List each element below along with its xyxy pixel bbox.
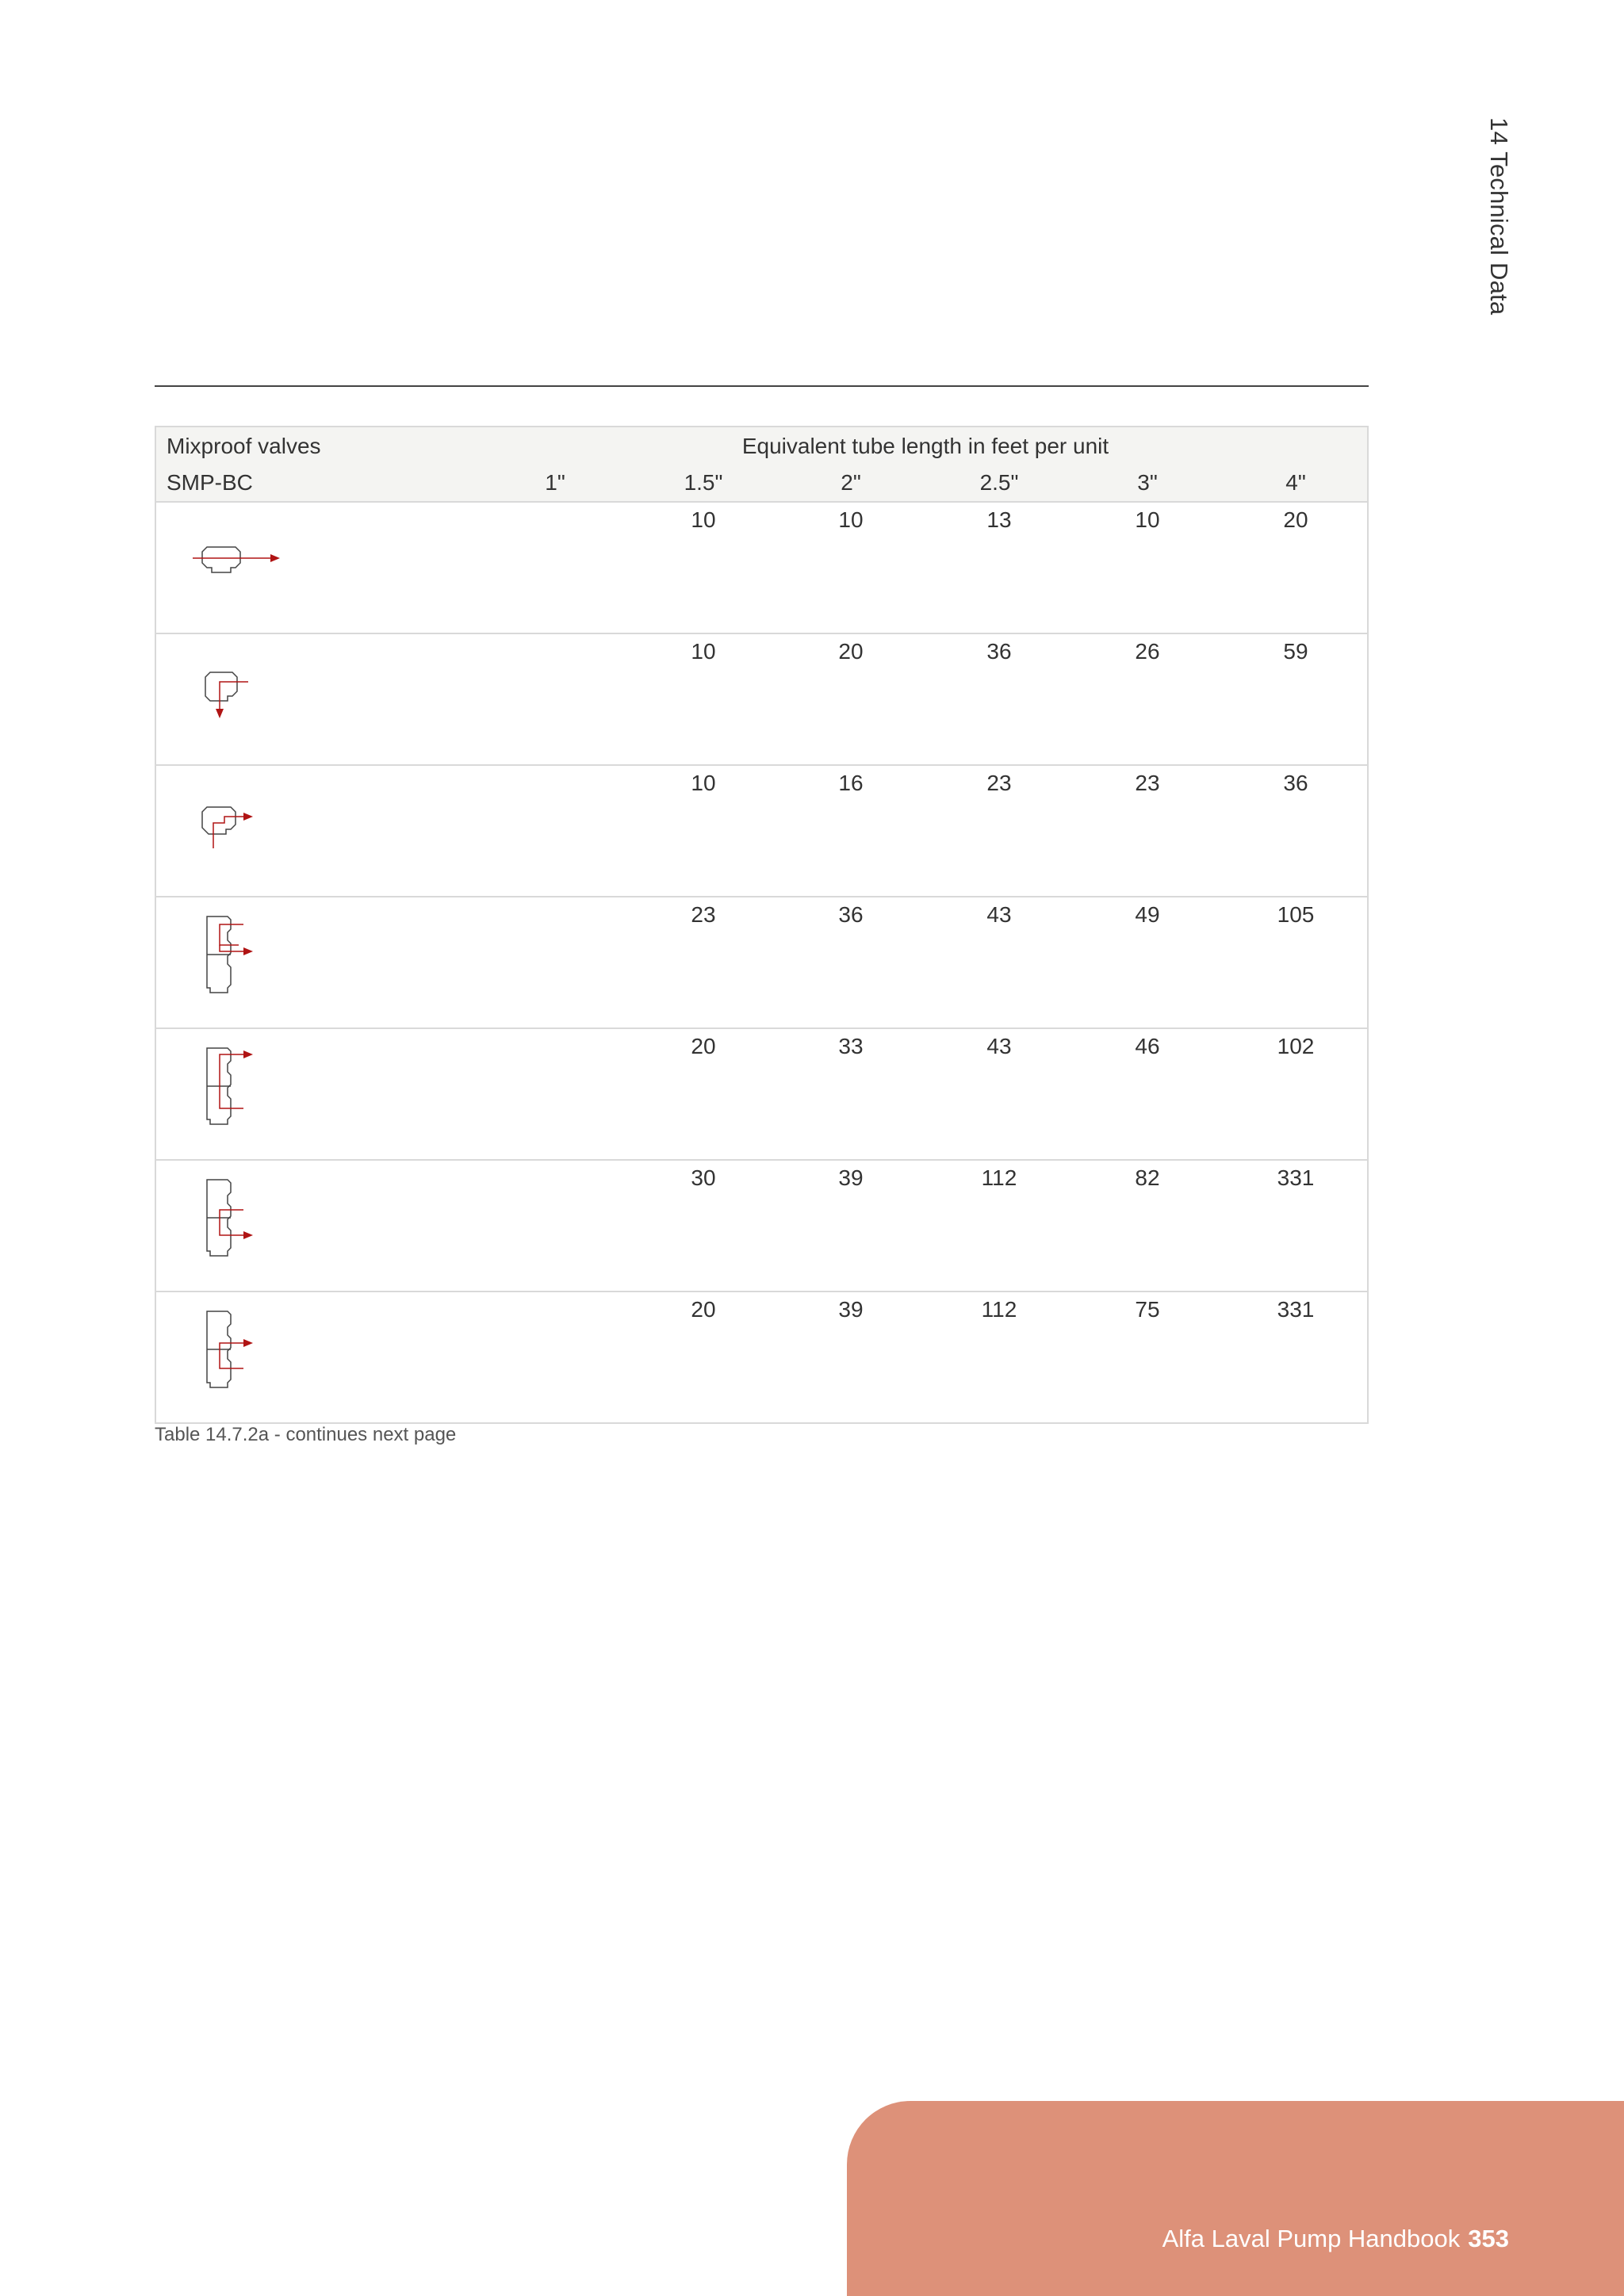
size-header: 4" [1285,470,1306,495]
table-cell: 75 [1135,1297,1160,1322]
table-header [156,427,1367,503]
table-cell: 39 [838,1165,864,1190]
footer-text [1162,2225,1509,2253]
size-header: 3" [1137,470,1158,495]
double-valve-middle-to-lower-flow-icon [188,1169,283,1280]
table-cell: 30 [691,1165,716,1190]
table-cell: 112 [981,1165,1017,1190]
table-cell: 46 [1135,1034,1160,1058]
size-header: 1" [545,470,565,495]
table-cell: 36 [986,639,1012,664]
table-cell: 112 [981,1297,1017,1322]
valve-straight-flow-icon [188,511,283,622]
header-rule [155,385,1369,387]
size-header: 1.5" [684,470,723,495]
col-header-mixproof: Mixproof valves [167,434,321,458]
table-row [156,766,1367,897]
table-cell: 16 [838,771,864,795]
col-header-equivalent-length: Equivalent tube length in feet per unit [741,434,1109,458]
table-cell: 20 [1283,507,1308,532]
table-cell: 10 [691,639,716,664]
table-cell: 10 [1135,507,1160,532]
double-valve-upper-to-middle-flow-icon [188,905,283,1016]
table-cell: 105 [1277,902,1315,927]
table-cell: 10 [691,771,716,795]
table-cell: 10 [838,507,864,532]
table-cell: 20 [691,1297,716,1322]
table-cell: 49 [1135,902,1160,927]
table-cell: 33 [838,1034,864,1058]
table-cell: 23 [1135,771,1160,795]
table-row [156,1161,1367,1292]
table-cell: 102 [1277,1034,1315,1058]
valve-bottom-to-side-flow-icon [188,774,283,885]
section-title: 14 Technical Data [1485,117,1513,316]
valve-side-to-down-flow-icon [188,642,283,753]
table-cell: 26 [1135,639,1160,664]
size-header: 2" [841,470,861,495]
double-valve-lower-to-upper-flow-icon [188,1037,283,1148]
table-cell: 59 [1283,639,1308,664]
table-cell: 43 [986,1034,1012,1058]
table-cell: 10 [691,507,716,532]
table-cell: 20 [838,639,864,664]
table-row [156,634,1367,766]
table-cell: 43 [986,902,1012,927]
table-cell: 331 [1277,1297,1315,1322]
table-cell: 331 [1277,1165,1315,1190]
col-header-model: SMP-BC [167,470,253,495]
footer-band [847,2101,1624,2296]
table-cell: 13 [986,507,1012,532]
book-title: Alfa Laval Pump Handbook [1162,2225,1461,2252]
table-row [156,1292,1367,1422]
table-cell: 39 [838,1297,864,1322]
page-number: 353 [1468,2225,1509,2252]
table-cell: 23 [986,771,1012,795]
table-cell: 82 [1135,1165,1160,1190]
size-header: 2.5" [979,470,1019,495]
double-valve-lower-to-middle-flow-icon [188,1300,283,1411]
table-cell: 36 [1283,771,1308,795]
table-caption: Table 14.7.2a - continues next page [155,1424,457,1445]
valve-table [155,426,1369,1424]
table-row [156,897,1367,1029]
table-row [156,503,1367,634]
table-cell: 36 [838,902,864,927]
table-cell: 23 [691,902,716,927]
table-cell: 20 [691,1034,716,1058]
table-row [156,1029,1367,1161]
